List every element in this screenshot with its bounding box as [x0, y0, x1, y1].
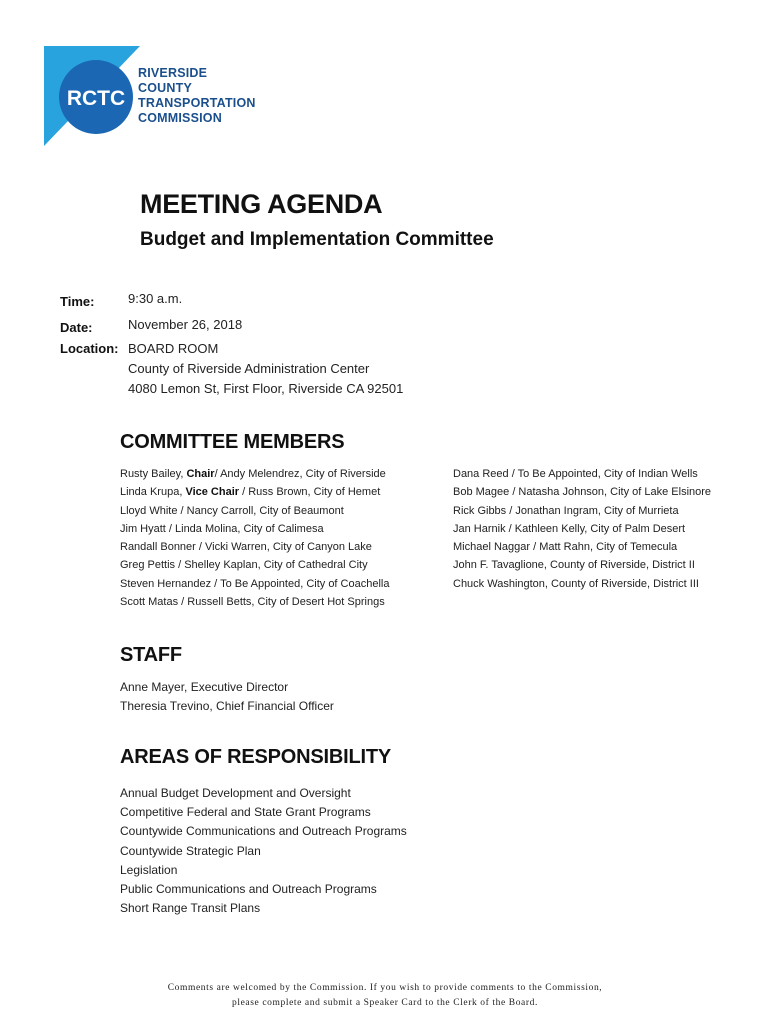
member-row: Randall Bonner / Vicki Warren, City of Canyon Lake — [120, 541, 372, 554]
members-left-column — [120, 465, 389, 611]
footer-line: please complete and submit a Speaker Card to the Clerk of the Board. — [232, 998, 538, 1008]
list-item: Countywide Strategic Plan — [120, 843, 261, 858]
list-item: Anne Mayer, Executive Director — [120, 680, 289, 694]
member-row: Chuck Washington, County of Riverside, District III — [453, 577, 699, 590]
member-row: Jim Hyatt / Linda Molina, City of Calimesa — [120, 522, 324, 535]
list-item: Short Range Transit Plans — [120, 901, 261, 916]
location-line: County of Riverside Administration Center — [128, 361, 370, 376]
logo-wordmark — [138, 66, 256, 126]
location-label: Location: — [60, 341, 119, 356]
logo-line: COUNTY — [138, 81, 192, 95]
list-item: Competitive Federal and State Grant Programs — [120, 805, 371, 820]
member-row: Bob Magee / Natasha Johnson, City of Lake Elsinore — [453, 486, 712, 499]
time-value: 9:30 a.m. — [128, 291, 183, 306]
member-row: Rusty Bailey, Chair/ Andy Melendrez, City of Riverside — [120, 468, 386, 480]
member-row: Lloyd White / Nancy Carroll, City of Beaumont — [120, 504, 344, 517]
areas-heading: AREAS OF RESPONSIBILITY — [120, 746, 391, 768]
member-row: Linda Krupa, Vice Chair / Russ Brown, City of Hemet — [120, 486, 381, 499]
committee-name: Budget and Implementation Committee — [140, 229, 494, 250]
location-value — [128, 339, 403, 399]
list-item: Annual Budget Development and Oversight — [120, 786, 351, 800]
staff-list — [120, 678, 334, 716]
date-label: Date: — [60, 320, 93, 335]
member-row: Michael Naggar / Matt Rahn, City of Temecula — [453, 541, 678, 554]
member-row: Rick Gibbs / Jonathan Ingram, City of Murrieta — [453, 504, 679, 517]
areas-list — [120, 784, 407, 918]
date-value: November 26, 2018 — [128, 317, 243, 332]
logo-line: TRANSPORTATION — [138, 96, 256, 110]
footer-line: Comments are welcomed by the Commission. If you wish to provide comments to the Commission, — [167, 983, 603, 993]
member-row: Dana Reed / To Be Appointed, City of Indian Wells — [453, 468, 698, 480]
member-row: Steven Hernandez / To Be Appointed, City of Coachella — [120, 577, 390, 590]
location-line: BOARD ROOM — [128, 341, 219, 356]
member-row: Jan Harnik / Kathleen Kelly, City of Palm Desert — [453, 522, 686, 535]
logo-acronym: RCTC — [66, 87, 126, 110]
location-line: 4080 Lemon St, First Floor, Riverside CA 92501 — [128, 381, 404, 396]
role-vice-chair: Vice Chair — [185, 486, 240, 499]
committee-members-heading: COMMITTEE MEMBERS — [120, 431, 345, 453]
member-row: Greg Pettis / Shelley Kaplan, City of Cathedral City — [120, 559, 368, 572]
logo-line: RIVERSIDE — [138, 66, 208, 80]
role-chair: Chair — [186, 468, 215, 480]
list-item: Public Communications and Outreach Programs — [120, 882, 377, 897]
member-row: Scott Matas / Russell Betts, City of Desert Hot Springs — [120, 596, 385, 609]
list-item: Countywide Communications and Outreach Programs — [120, 824, 407, 839]
member-row: John F. Tavaglione, County of Riverside, District II — [453, 559, 695, 572]
page-title: MEETING AGENDA — [140, 189, 383, 219]
list-item: Theresia Trevino, Chief Financial Officer — [120, 699, 334, 714]
staff-heading: STAFF — [120, 644, 182, 666]
footer-note — [0, 981, 770, 1011]
list-item: Legislation — [120, 862, 178, 877]
time-label: Time: — [60, 294, 95, 309]
logo-line: COMMISSION — [138, 111, 222, 125]
members-right-column — [453, 465, 711, 593]
